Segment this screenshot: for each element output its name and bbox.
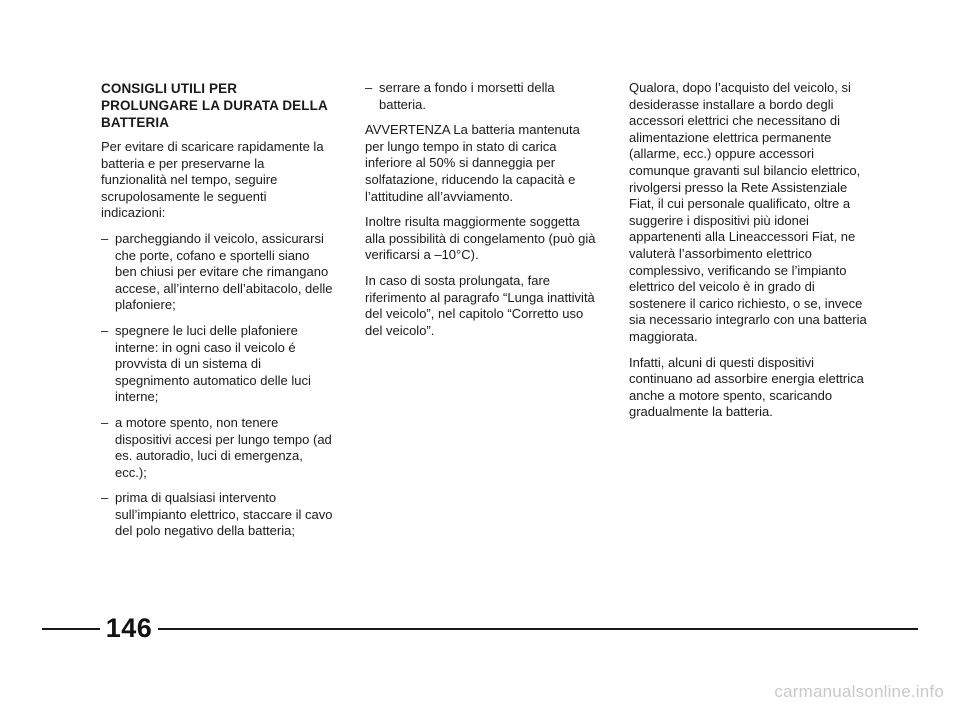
footer-rule-right bbox=[158, 628, 918, 630]
footer-rule-left bbox=[42, 628, 100, 630]
list-item bbox=[101, 415, 333, 481]
section-heading: CONSIGLI UTILI PER PROLUNGARE LA DURATA DELLA BATTERIA bbox=[101, 81, 328, 130]
list-item-text: parcheggiando il veicolo, assicurarsi che porte, cofano e sportelli siano ben chiusi per evitare che rimangano accese, all’interno dell’abitacolo, delle plafoniere; bbox=[115, 230, 333, 313]
dash-bullet: – bbox=[101, 414, 109, 430]
intro-paragraph: Per evitare di scaricare rapidamente la batteria e per preservarne la funzionalità nel tempo, seguire scrupolosamente le seguenti indicazioni: bbox=[101, 139, 324, 221]
dash-bullet: – bbox=[365, 80, 373, 95]
page-number: 146 bbox=[105, 613, 153, 643]
list-item bbox=[101, 231, 333, 314]
list-item bbox=[101, 323, 333, 406]
warning-paragraph: AVVERTENZA La batteria mantenuta per lungo tempo in stato di carica inferiore al 50% si danneggia per solfatazione, riducendo la capacità e l’attitudine all’avviamento. bbox=[365, 122, 580, 204]
watermark: carmanualsonline.info bbox=[774, 682, 944, 701]
dash-bullet: – bbox=[101, 490, 109, 506]
list-item bbox=[101, 490, 333, 540]
drain-paragraph: Infatti, alcuni di questi dispositivi continuano ad assorbire energia elettrica anche a motore spento, scaricando gradualmente la batteria. bbox=[629, 354, 864, 420]
list-item-text: prima di qualsiasi intervento sull’impianto elettrico, staccare il cavo del polo negativo della batteria; bbox=[115, 490, 333, 539]
dash-bullet: – bbox=[101, 322, 109, 338]
list-item bbox=[365, 80, 597, 113]
accessories-paragraph: Qualora, dopo l’acquisto del veicolo, si desiderasse installare a bordo degli accessori elettrici che necessitano di alimentazione elettrica permanente (allarme, ecc.) oppure accessori comunque gravanti sul bilancio elettrico, rivolgersi presso la Rete Assistenziale Fiat, il cui personale qualificato, oltre a suggerire i dispositivi più idonei appartenenti alla Lineaccessori Fiat, ne valuterà l’assorbimento elettrico complessivo, verificando se l’impianto elettrico del veicolo è in grado di sostenere il carico richiesto, o se, invece sia necessario integrarlo con una batteria maggiorata. bbox=[629, 80, 867, 344]
dash-bullet: – bbox=[101, 230, 109, 246]
list-item-text: spegnere le luci delle plafoniere interne: in ogni caso il veicolo é provvista di un sistema di spegnimento automatico delle luci interne; bbox=[115, 322, 311, 405]
freeze-paragraph: Inoltre risulta maggiormente soggetta alla possibilità di congelamento (può già verificarsi a –10°C). bbox=[365, 214, 596, 263]
list-item-text: serrare a fondo i morsetti della batteria. bbox=[379, 80, 555, 112]
column-right bbox=[629, 80, 869, 430]
column-middle bbox=[365, 80, 597, 348]
parking-paragraph: In caso di sosta prolungata, fare riferimento al paragrafo “Lunga inattività del veicolo”, nel capitolo “Corretto uso del veicolo”. bbox=[365, 272, 595, 338]
column-left bbox=[101, 80, 333, 549]
list-item-text: a motore spento, non tenere dispositivi accesi per lungo tempo (ad es. autoradio, luci di emergenza, ecc.); bbox=[115, 414, 332, 480]
